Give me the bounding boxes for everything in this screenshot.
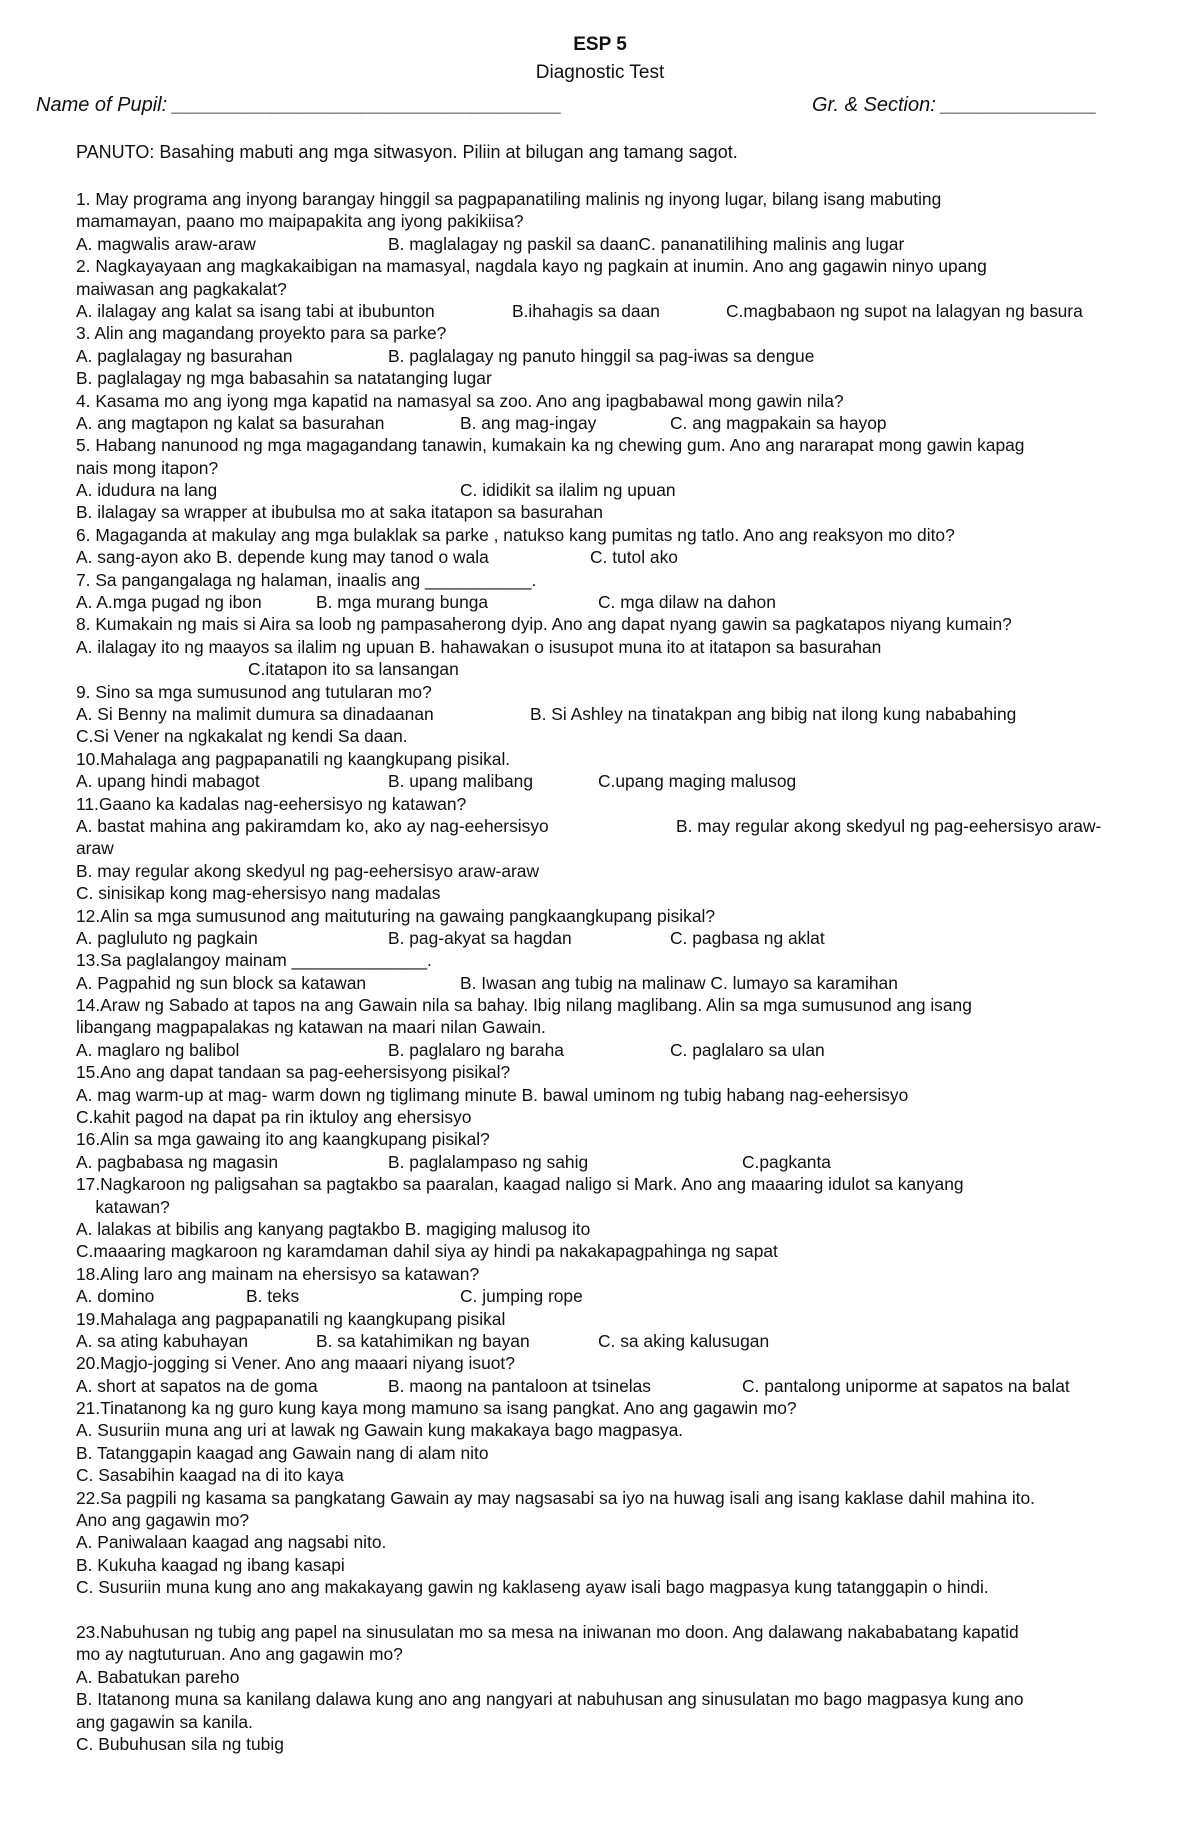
choice: B. teks [246, 1286, 300, 1307]
instructions: PANUTO: Basahing mabuti ang mga sitwasyon. Piliin at bilugan ang tamang sagot. [76, 142, 738, 162]
choices-line [76, 815, 1166, 837]
choices-line [76, 1375, 1166, 1397]
question-line: mamamayan, paano mo maipapakita ang iyong pakikiisa? [76, 211, 524, 232]
choice-line: A. Susuriin muna ang uri at lawak ng Gawain kung makakaya bago magpasya. [76, 1420, 684, 1441]
choices-line [76, 770, 1166, 792]
pupil-name-field: Name of Pupil: ___________________________________ [36, 94, 563, 116]
question-line: 18.Aling laro ang mainam na ehersisyo sa katawan? [76, 1263, 480, 1284]
choices-line [76, 927, 1166, 949]
choice: B. paglalagay ng panuto hinggil sa pag-iwas sa dengue [388, 345, 815, 366]
spacer [76, 1599, 1166, 1621]
choice-line: A. Babatukan pareho [76, 1666, 240, 1687]
choice: A. ang magtapon ng kalat sa basurahan [76, 412, 385, 433]
question-line: 4. Kasama mo ang iyong mga kapatid na namasyal sa zoo. Ano ang ipagbabawal mong gawin nila? [76, 390, 844, 411]
choice-line: B. Itatanong muna sa kanilang dalawa kung ano ang nangyari at nabuhusan ang sinusulatan mo bago magpasya kung ano [76, 1689, 1024, 1710]
choices-line [76, 233, 1166, 255]
choice: B. pag-akyat sa hagdan [388, 927, 572, 948]
question-line: 14.Araw ng Sabado at tapos na ang Gawain nila sa bahay. Ibig nilang maglibang. Alin sa mga sumusunod ang isang [76, 995, 972, 1016]
choice-line: ang gagawin sa kanila. [76, 1711, 253, 1732]
choice-line: A. Paniwalaan kaagad ang nagsabi nito. [76, 1532, 387, 1553]
question-line: 22.Sa pagpili ng kasama sa pangkatang Gawain ay may nagsasabi sa iyo na huwag isali ang isang kaklase dahil mahina ito. [76, 1487, 1036, 1508]
choices-line [76, 345, 1166, 367]
choice: C. pantalong uniporme at sapatos na balat [742, 1375, 1070, 1396]
choice-line: C. Susuriin muna kung ano ang makakayang gawin ng kaklaseng ayaw isali bago magpasya kung tatanggapin o hindi. [76, 1577, 989, 1598]
choice: B. paglalampaso ng sahig [388, 1151, 589, 1172]
choice: B. may regular akong skedyul ng pag-eehersisyo araw- [676, 815, 1102, 836]
choice-line: A. mag warm-up at mag- warm down ng tiglimang minute B. bawal uminom ng tubig habang nag-eehersisyo [76, 1084, 909, 1105]
choice-line: C. sinisikap kong mag-ehersisyo nang madalas [76, 883, 441, 904]
choices-line [76, 1039, 1166, 1061]
question-line: 11.Gaano ka kadalas nag-eehersisyo ng katawan? [76, 793, 467, 814]
question-line: 2. Nagkayayaan ang magkakaibigan na mamasyal, nagdala kayo ng pagkain at inumin. Ano ang gagawin ninyo upang [76, 256, 987, 277]
choice: B. upang malibang [388, 771, 534, 792]
choices-line [76, 412, 1166, 434]
question-line: 12.Alin sa mga sumusunod ang maituturing na gawaing pangkaangkupang pisikal? [76, 905, 716, 926]
choice: C.upang maging malusog [598, 771, 797, 792]
question-line: mo ay nagtuturuan. Ano ang gagawin mo? [76, 1644, 403, 1665]
choice: A. ilalagay ang kalat sa isang tabi at ibubunton [76, 300, 435, 321]
question-line: 21.Tinatanong ka ng guro kung kaya mong mamuno sa isang pangkat. Ano ang gagawin mo? [76, 1398, 797, 1419]
choice: A. Si Benny na malimit dumura sa dinadaanan [76, 703, 434, 724]
choices-line [76, 479, 1166, 501]
question-line: 8. Kumakain ng mais si Aira sa loob ng pampasaherong dyip. Ano ang dapat nyang gawin sa pagkatapos niyang kumain? [76, 614, 1012, 635]
choice-line: A. lalakas at bibilis ang kanyang pagtakbo B. magiging malusog ito [76, 1218, 591, 1239]
choice: C. mga dilaw na dahon [598, 592, 776, 613]
question-line: katawan? [76, 1196, 170, 1217]
choices-line [76, 300, 1166, 322]
choice-line: B. paglalagay ng mga babasahin sa natatanging lugar [76, 368, 492, 389]
choice: B. mga murang bunga [316, 592, 489, 613]
choice-line: C.kahit pagod na dapat pa rin iktuloy ang ehersisyo [76, 1107, 472, 1128]
choice-line: C. Bubuhusan sila ng tubig [76, 1733, 284, 1754]
choice: A. short at sapatos na de goma [76, 1375, 318, 1396]
choice: A. domino [76, 1286, 155, 1307]
choice: C. tutol ako [590, 547, 678, 568]
question-line: Ano ang gagawin mo? [76, 1510, 250, 1531]
choice-line: C. Sasabihin kaagad na di ito kaya [76, 1465, 344, 1486]
choice: C. jumping rope [460, 1286, 583, 1307]
choice-line: B. Tatanggapin kaagad ang Gawain nang di alam nito [76, 1442, 489, 1463]
choices-line [76, 703, 1166, 725]
question-line: 17.Nagkaroon ng paligsahan sa pagtakbo sa paaralan, kaagad naligo si Mark. Ano ang maaaring idulot sa kanyang [76, 1174, 964, 1195]
choice: C. ididikit sa ilalim ng upuan [460, 480, 676, 501]
test-title: ESP 5 [573, 34, 627, 55]
choices-line [76, 1285, 1166, 1307]
choices-line [76, 546, 1166, 568]
choice-line: A. ilalagay ito ng maayos sa ilalim ng upuan B. hahawakan o isusupot muna ito at itatapon sa basurahan [76, 636, 882, 657]
question-line: 20.Magjo-jogging si Vener. Ano ang maaari niyang isuot? [76, 1353, 515, 1374]
question-line: 9. Sino sa mga sumusunod ang tutularan mo? [76, 681, 432, 702]
question-line: 7. Sa pangangalaga ng halaman, inaalis ang ___________. [76, 569, 537, 590]
choice: C. pagbasa ng aklat [670, 927, 825, 948]
choice: C. ang magpakain sa hayop [670, 412, 887, 433]
question-line: nais mong itapon? [76, 457, 219, 478]
test-subtitle: Diagnostic Test [535, 62, 665, 83]
choice: B. sa katahimikan ng bayan [316, 1330, 530, 1351]
choices-line [76, 591, 1166, 613]
choice-line: B. may regular akong skedyul ng pag-eehersisyo araw-araw [76, 860, 540, 881]
question-line: 13.Sa paglalangoy mainam ______________. [76, 950, 432, 971]
choice-line: C.itatapon ito sa lansangan [248, 659, 459, 680]
question-line: libangang magpapalakas ng katawan na maari nilan Gawain. [76, 1017, 546, 1038]
question-line: 3. Alin ang magandang proyekto para sa parke? [76, 323, 447, 344]
question-line: 10.Mahalaga ang pagpapanatili ng kaangkupang pisikal. [76, 748, 511, 769]
choice: B. paglalaro ng baraha [388, 1039, 564, 1060]
choice: B.ihahagis sa daan [512, 300, 660, 321]
choice: A. sa ating kabuhayan [76, 1330, 249, 1351]
choice-line: C.maaaring magkaroon ng karamdaman dahil siya ay hindi pa nakakapagpahinga ng sapat [76, 1241, 778, 1262]
question-line: 6. Magaganda at makulay ang mga bulaklak sa parke , natukso kang pumitas ng tatlo. Ano ang reaksyon mo dito? [76, 524, 955, 545]
choice: C.pagkanta [742, 1151, 831, 1172]
choice-line: B. Kukuha kaagad ng ibang kasapi [76, 1554, 345, 1575]
choice: B. maong na pantaloon at tsinelas [388, 1375, 651, 1396]
question-line: 19.Mahalaga ang pagpapanatili ng kaangkupang pisikal [76, 1308, 506, 1329]
choice-line: B. ilalagay sa wrapper at ibubulsa mo at saka itatapon sa basurahan [76, 502, 603, 523]
choice: A. idudura na lang [76, 480, 218, 501]
question-line: 15.Ano ang dapat tandaan sa pag-eehersisyong pisikal? [76, 1062, 511, 1083]
question-line: 23.Nabuhusan ng tubig ang papel na sinusulatan mo sa mesa na iniwanan mo doon. Ang dalawang nakababatang kapatid [76, 1622, 1019, 1642]
choice: A. pagbabasa ng magasin [76, 1151, 279, 1172]
choice: C. paglalaro sa ulan [670, 1039, 825, 1060]
choice: A. magwalis araw-araw [76, 233, 256, 254]
choice: A. Pagpahid ng sun block sa katawan [76, 972, 367, 993]
choice: C. sa aking kalusugan [598, 1330, 770, 1351]
choice: A. maglaro ng balibol [76, 1039, 240, 1060]
choice: B. Iwasan ang tubig na malinaw C. lumayo sa karamihan [460, 972, 898, 993]
choice: B. maglalagay ng paskil sa daanC. pananatilihing malinis ang lugar [388, 233, 905, 254]
choice: C.magbabaon ng supot na lalagyan ng basura [726, 300, 1083, 321]
choice: A. pagluluto ng pagkain [76, 927, 258, 948]
choice: A. paglalagay ng basurahan [76, 345, 293, 366]
grade-section-field: Gr. & Section: ______________ [812, 94, 1098, 116]
choices-line [76, 972, 1166, 994]
choice: B. Si Ashley na tinatakpan ang bibig nat ilong kung nababahing [530, 703, 1017, 724]
choice: A. sang-ayon ako B. depende kung may tanod o wala [76, 547, 489, 568]
question-line: 5. Habang nanunood ng mga magagandang tanawin, kumakain ka ng chewing gum. Ano ang nararapat mong gawin kapag [76, 435, 1025, 456]
choice-line: araw [76, 838, 114, 859]
choice: A. bastat mahina ang pakiramdam ko, ako ay nag-eehersisyo [76, 815, 549, 836]
choice: B. ang mag-ingay [460, 412, 597, 433]
choices-line [76, 1330, 1166, 1352]
choices-line [76, 1151, 1166, 1173]
questions-body [76, 188, 1166, 1755]
choice: A. A.mga pugad ng ibon [76, 592, 262, 613]
question-line: maiwasan ang pagkakalat? [76, 278, 287, 299]
question-line: 1. May programa ang inyong barangay hinggil sa pagpapanatiling malinis ng inyong lugar, bilang isang mabuting [76, 189, 942, 209]
question-line: 16.Alin sa mga gawaing ito ang kaangkupang pisikal? [76, 1129, 490, 1150]
choice: A. upang hindi mabagot [76, 771, 260, 792]
choice-line: C.Si Vener na ngkakalat ng kendi Sa daan. [76, 726, 408, 747]
